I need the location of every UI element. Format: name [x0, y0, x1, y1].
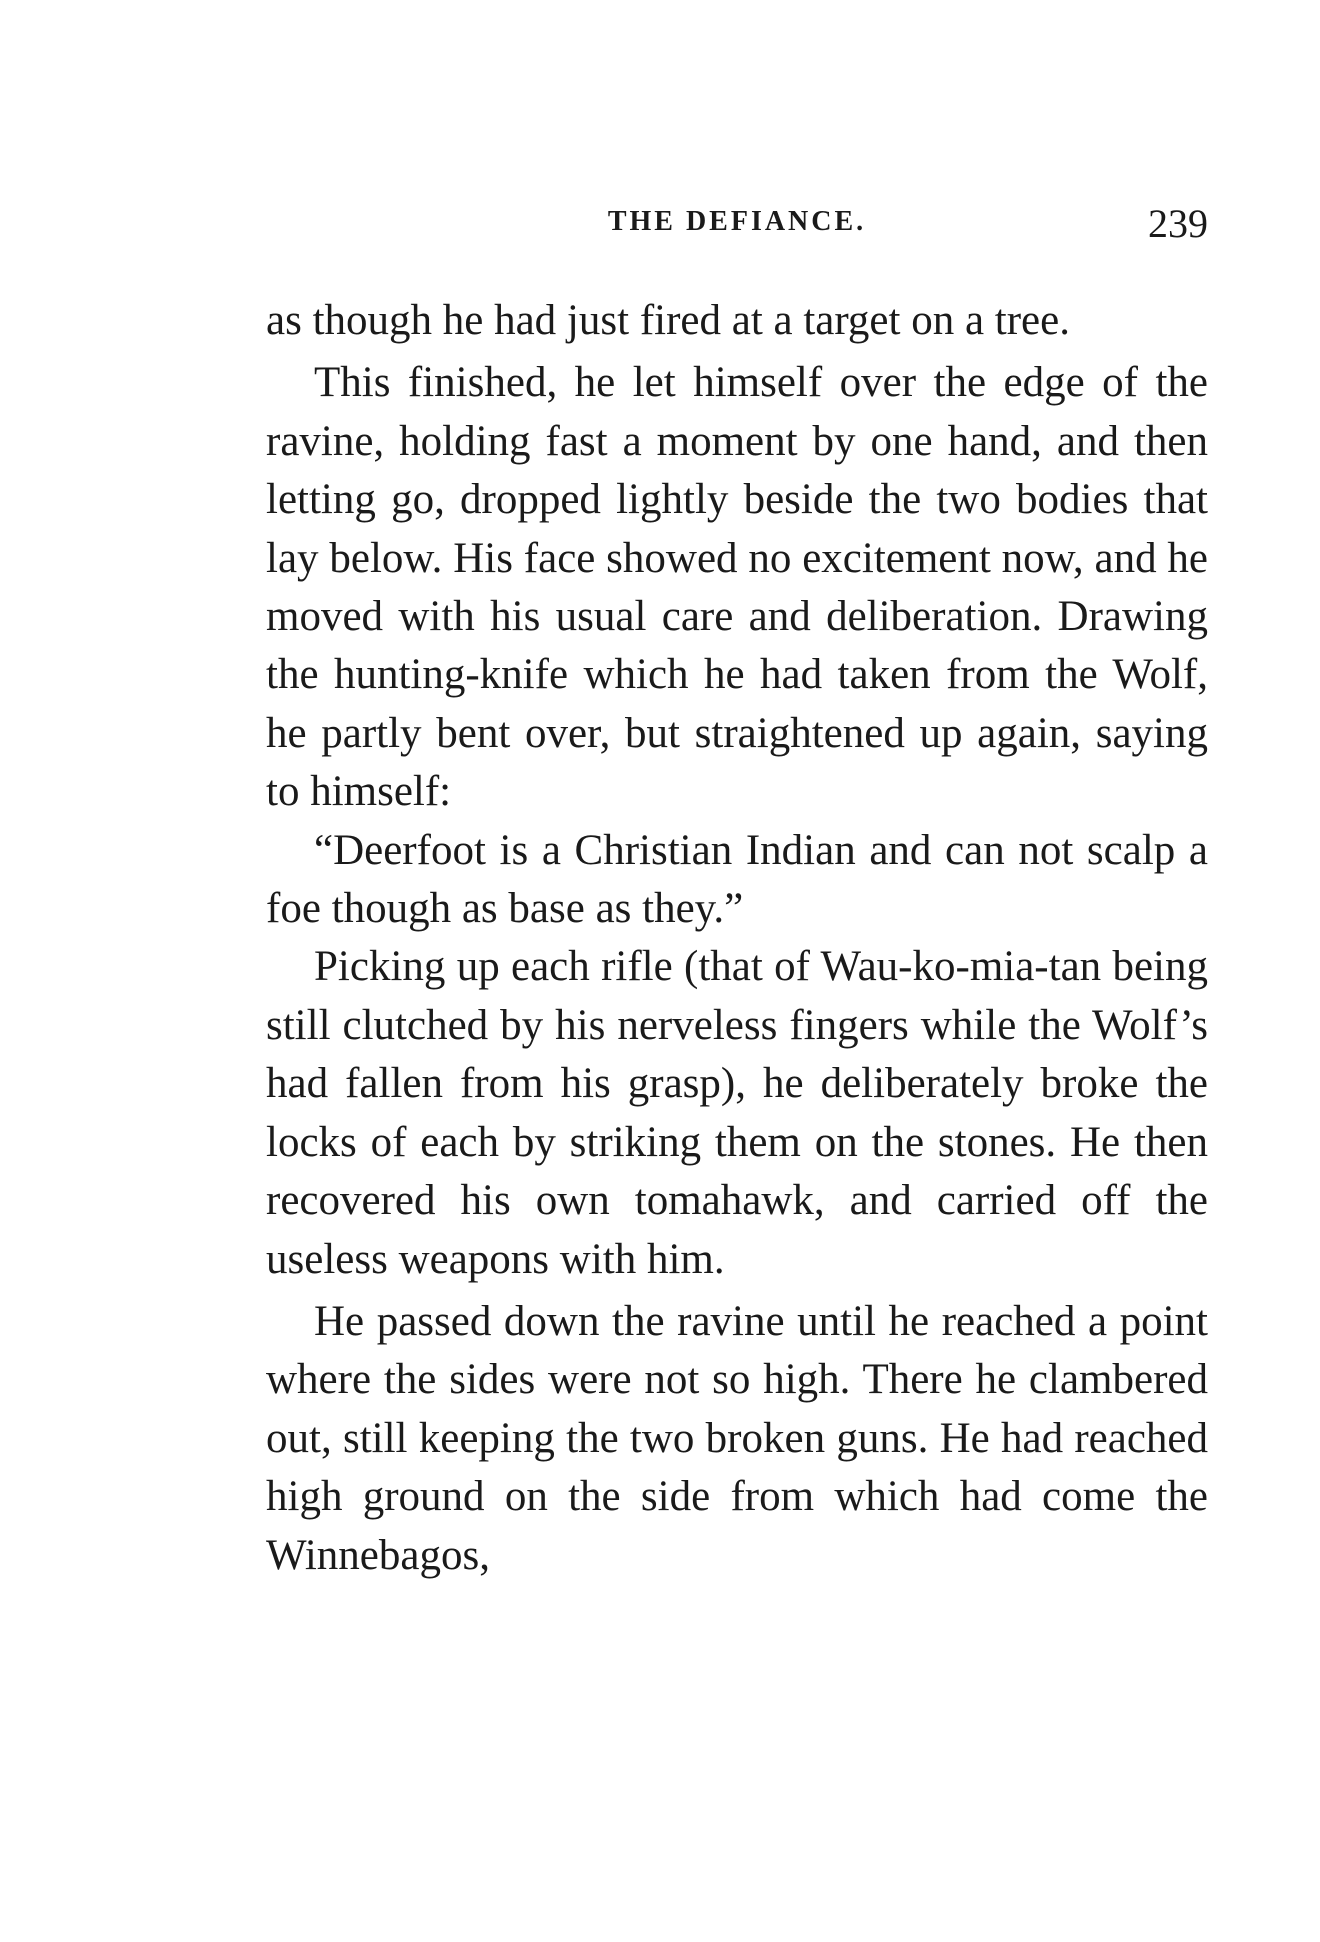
paragraph: He passed down the ravine until he reached a point where the sides were not so high. There he clambered out, still keeping the two broken guns. He had reached high ground on the side from which had come the Winnebagos, — [266, 1297, 1208, 1579]
body-text — [266, 292, 1208, 1585]
running-head — [266, 200, 1208, 250]
running-title: THE DEFIANCE. — [607, 206, 867, 237]
paragraph: Picking up each rifle (that of Wau-ko-mia-tan being still clutched by his nerveless fingers while the Wolf’s had fallen from his grasp), he deliberately broke the locks of each by striking them on the stones. He then recovered his own tomahawk, and carried off the useless weapons with him. — [266, 943, 1208, 1283]
paragraph: This finished, he let himself over the edge of the ravine, holding fast a moment by one hand, and then letting go, dropped lightly beside the two bodies that lay below. His face showed no excitement now, and he moved with his usual care and deliberation. Drawing the hunting-knife which he had taken from the Wolf, he partly bent over, but straightened up again, saying to himself: — [266, 359, 1208, 816]
paragraph-continued: as though he had just fired at a target on a tree. — [266, 297, 1070, 344]
page-number: 239 — [1148, 201, 1208, 246]
paragraph-quote: “Deerfoot is a Christian Indian and can not scalp a foe though as base as they.” — [266, 826, 1208, 933]
